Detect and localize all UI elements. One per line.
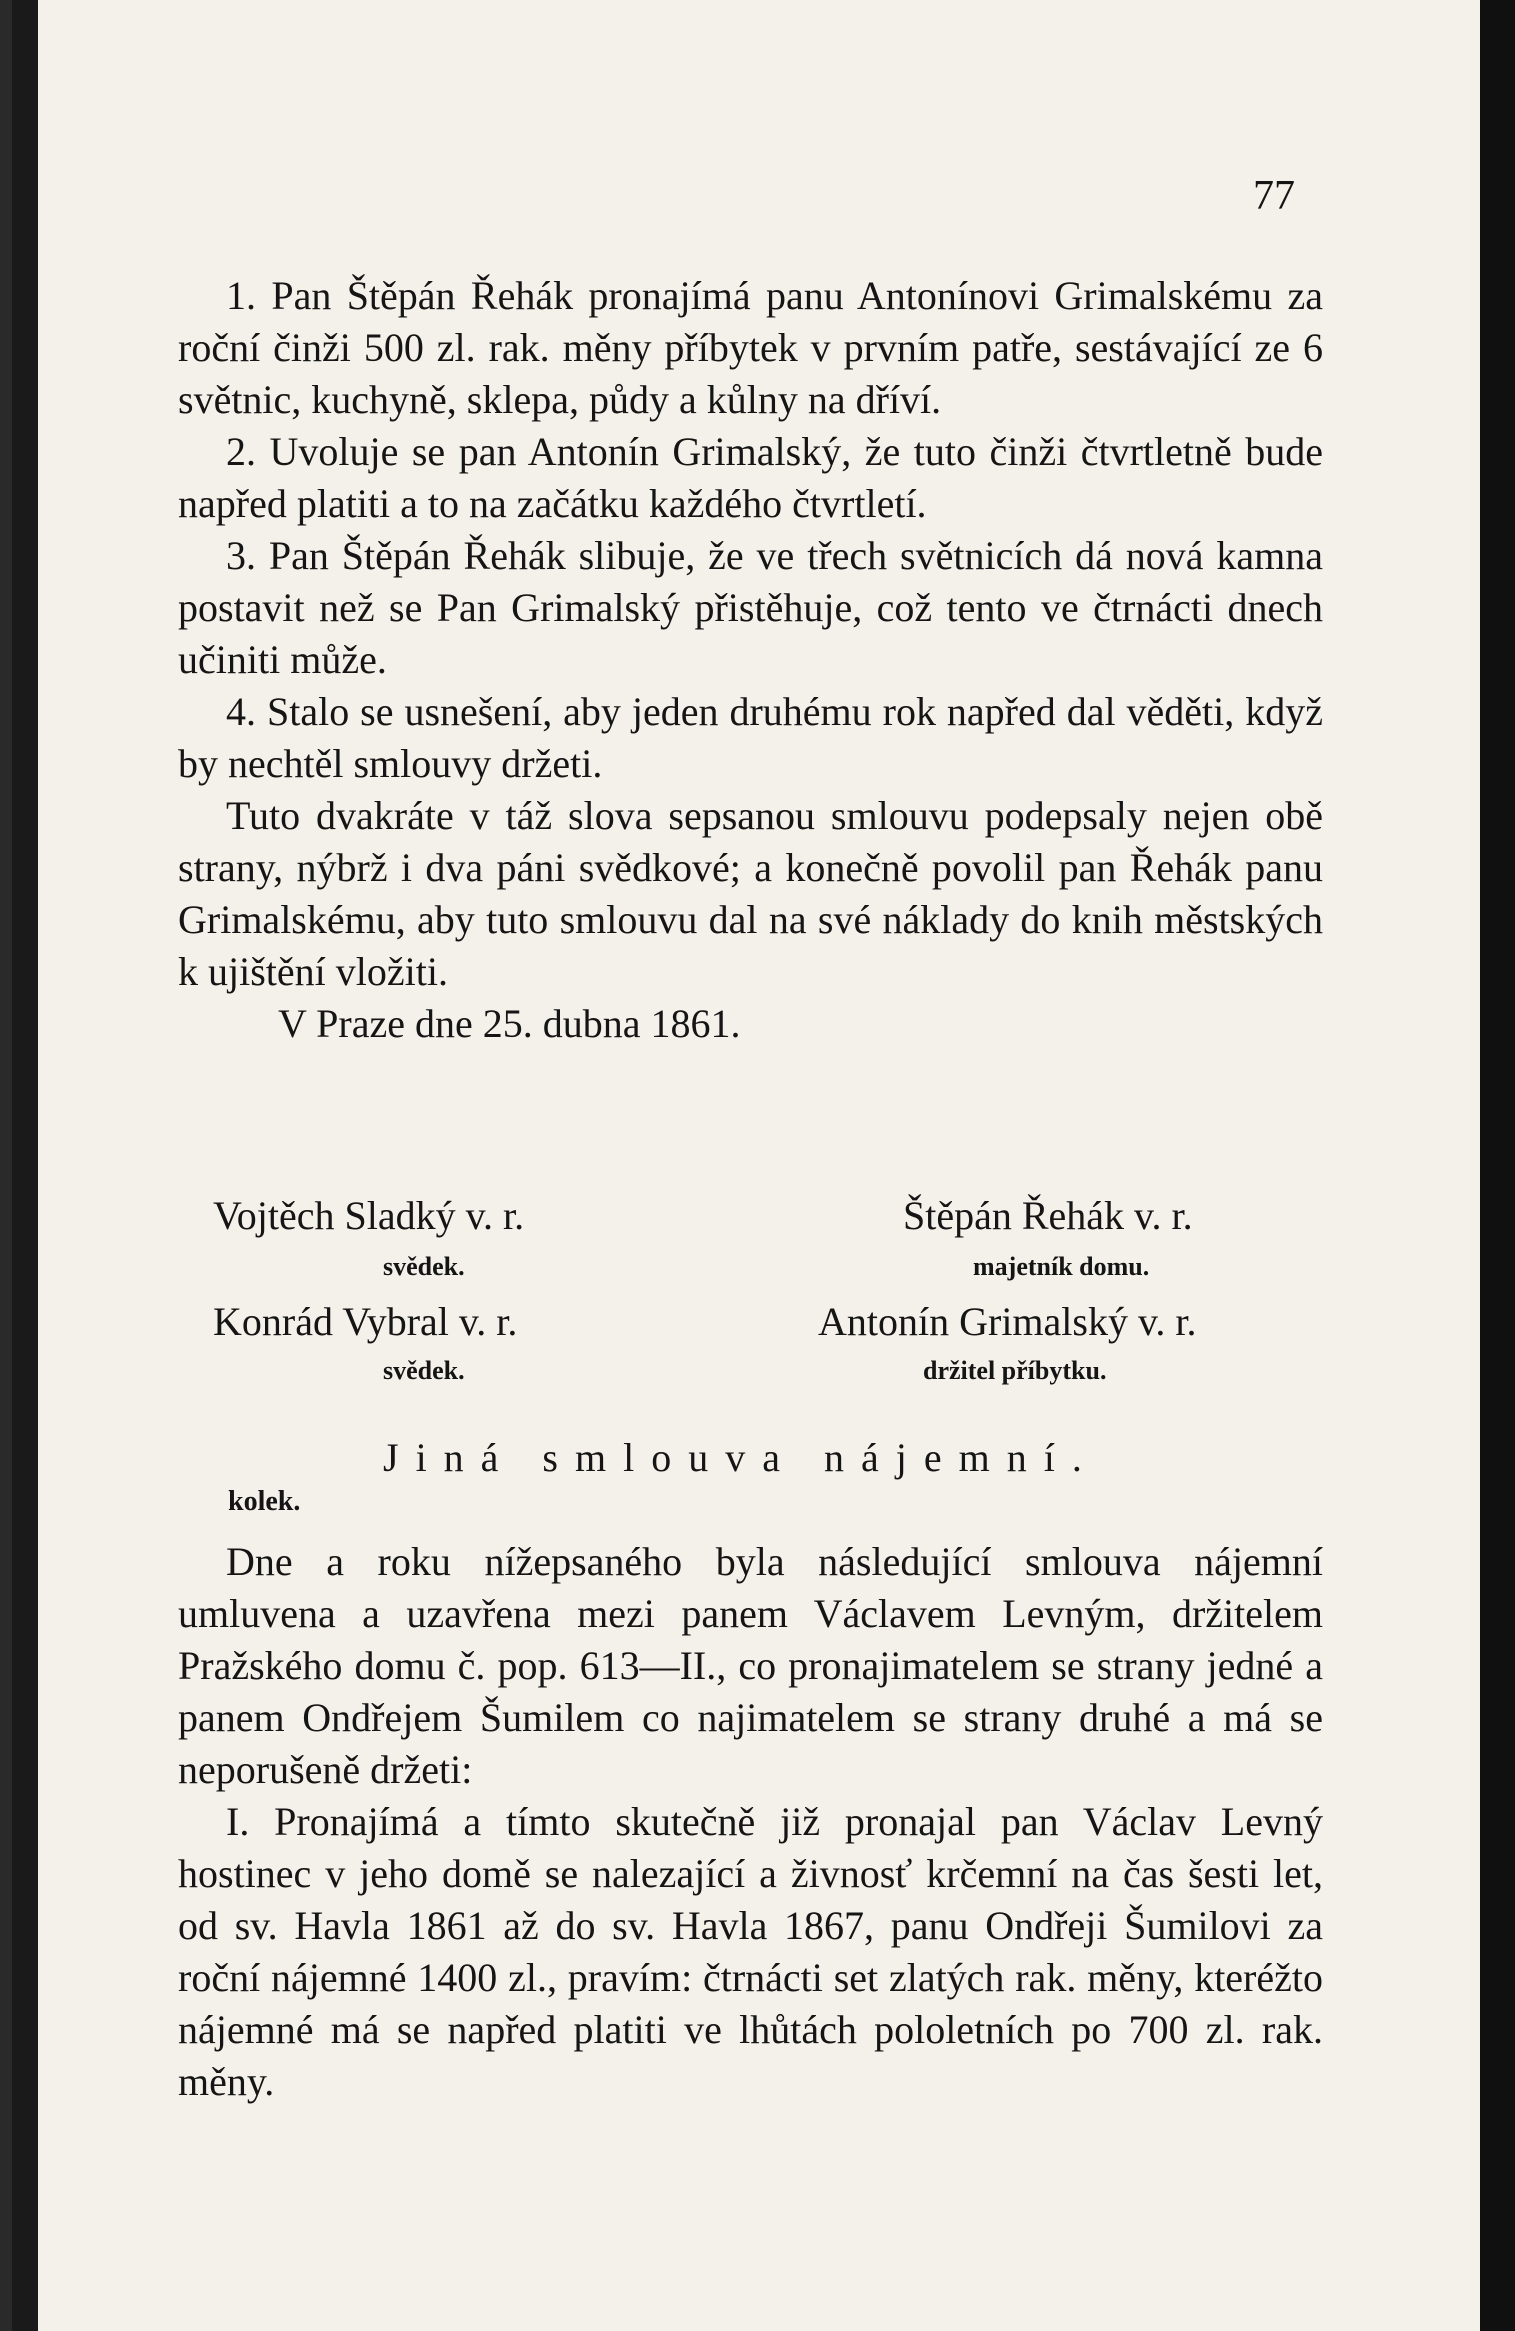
contract-2-text	[178, 1536, 1323, 2108]
stamp-label: kolek.	[228, 1486, 301, 1517]
page-number: 77	[1253, 173, 1295, 219]
signature-role: svědek.	[383, 1252, 465, 1281]
paragraph: I. Pronajímá a tímto skutečně již pronajal pan Václav Levný hostinec v jeho domě se nalezající a živnosť krčemní na čas šesti let, od sv. Havla 1861 až do sv. Havla 1867, panu Ondřeji Šumilovi za roční nájemné 1400 zl., pravím: čtrnácti set zlatých rak. měny, kteréžto nájemné má se napřed platiti ve lhůtách pololetních po 700 zl. rak. měny.	[178, 1799, 1323, 2104]
paragraph: 4. Stalo se usnešení, aby jeden druhému rok napřed dal věděti, když by nechtěl smlouvy držeti.	[178, 689, 1323, 786]
paragraph: 2. Uvoluje se pan Antonín Grimalský, že tuto činži čtvrtletně bude napřed platiti a to na začátku každého čtvrtletí.	[178, 429, 1323, 526]
signature-name: Vojtěch Sladký v. r.	[213, 1193, 525, 1238]
signature-name: Konrád Vybral v. r.	[213, 1299, 518, 1344]
document-page	[38, 0, 1480, 2331]
section-heading: Jiná smlouva nájemní.	[383, 1435, 1099, 1480]
scan-right-edge	[1480, 0, 1515, 2331]
signature-role: majetník domu.	[973, 1252, 1150, 1281]
place-date: V Praze dne 25. dubna 1861.	[278, 1001, 741, 1046]
scan-left-edge	[0, 0, 12, 2331]
paragraph: 3. Pan Štěpán Řehák slibuje, že ve třech světnicích dá nová kamna postavit než se Pan Grimalský přistěhuje, což tento ve čtrnácti dnech učiniti může.	[178, 533, 1323, 682]
paragraph: Tuto dvakráte v táž slova sepsanou smlouvu podepsaly nejen obě strany, nýbrž i dva páni svědkové; a konečně povolil pan Řehák panu Grimalskému, aby tuto smlouvu dal na své náklady do knih městských k ujištění vložiti.	[178, 793, 1323, 994]
signature-name: Štěpán Řehák v. r.	[903, 1193, 1193, 1238]
signature-role: svědek.	[383, 1356, 465, 1385]
paragraph: 1. Pan Štěpán Řehák pronajímá panu Antonínovi Grimalskému za roční činži 500 zl. rak. měny příbytek v prvním patře, sestávající ze 6 světnic, kuchyně, sklepa, půdy a kůlny na dříví.	[178, 273, 1323, 422]
signature-name: Antonín Grimalský v. r.	[818, 1299, 1197, 1344]
signature-role: držitel příbytku.	[923, 1356, 1107, 1385]
contract-1-text	[178, 270, 1323, 1050]
paragraph: Dne a roku nížepsaného byla následující smlouva nájemní umluvena a uzavřena mezi panem Václavem Levným, držitelem Pražského domu č. pop. 613—II., co pronajimatelem se strany jedné a panem Ondřejem Šumilem co najimatelem se strany druhé a má se neporušeně držeti:	[178, 1539, 1323, 1792]
